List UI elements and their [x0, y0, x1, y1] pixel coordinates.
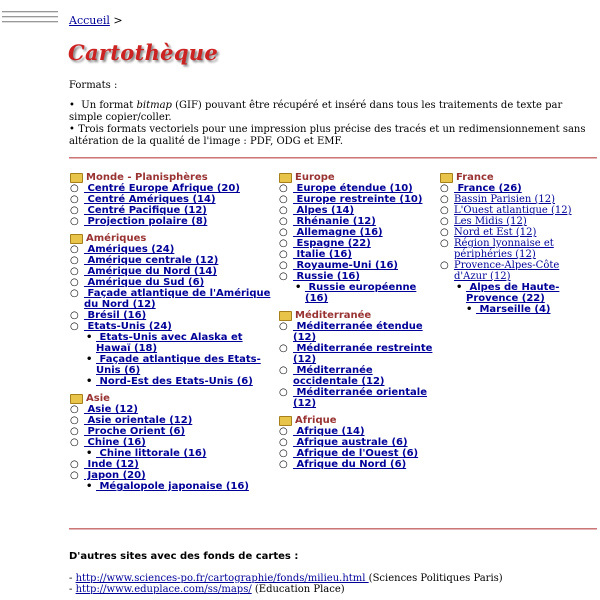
- map-link[interactable]: Projection polaire (8): [84, 216, 208, 227]
- bullet1-text-pre: Un format: [81, 100, 137, 111]
- map-link[interactable]: Méditerranée orientale (12): [293, 387, 428, 409]
- map-link[interactable]: Amérique du Nord (14): [84, 266, 217, 277]
- map-link[interactable]: Marseille (4): [476, 304, 551, 315]
- breadcrumb-separator: >: [113, 14, 123, 27]
- bullet1-text-post: (GIF) pouvant être récupéré et inséré dans tous les traitements de texte par simple copier/coller.: [69, 100, 563, 123]
- map-link[interactable]: France (26): [454, 183, 522, 194]
- map-link[interactable]: Centré Amériques (14): [84, 194, 216, 205]
- divider-top: [69, 157, 597, 159]
- map-link[interactable]: Bassin Parisien (12): [454, 194, 556, 205]
- folder-icon: [440, 173, 453, 183]
- site-name: (Education Place): [251, 584, 345, 595]
- folder-icon: [70, 173, 83, 183]
- map-link[interactable]: Royaume-Uni (16): [293, 260, 398, 271]
- site-name: (Sciences Politiques Paris): [368, 573, 503, 584]
- map-link[interactable]: Afrique du Nord (6): [293, 459, 407, 470]
- map-link[interactable]: Mégalopole japonaise (16): [96, 481, 249, 492]
- section-europe: Europe ○ Europe étendue (10) ○ Europe restreinte (10) ○ Alpes (14) ○ Rhénanie (12) ○ Allemagne (16) ○ Espagne (22) ○ Italie (16) ○ Royaume-Uni (16) ○ Russie (16) • Russie européenne (16): [279, 172, 435, 304]
- map-link[interactable]: Etats-Unis (24): [84, 321, 172, 332]
- map-link[interactable]: Nord et Est (12): [454, 227, 537, 238]
- map-link[interactable]: Centré Europe Afrique (20): [84, 183, 240, 194]
- folder-icon: [279, 311, 292, 321]
- map-link[interactable]: Japon (20): [84, 470, 146, 481]
- map-link[interactable]: Région lyonnaise et périphéries (12): [454, 238, 554, 260]
- folder-icon: [70, 234, 83, 244]
- map-link[interactable]: Amérique du Sud (6): [84, 277, 205, 288]
- map-link[interactable]: Centré Pacifique (12): [84, 205, 207, 216]
- intro-text: [69, 80, 594, 148]
- map-link[interactable]: Russie européenne (16): [305, 282, 417, 304]
- map-link[interactable]: Rhénanie (12): [293, 216, 376, 227]
- map-link[interactable]: Espagne (22): [293, 238, 371, 249]
- folder-icon: [279, 416, 292, 426]
- map-link[interactable]: Brésil (16): [84, 310, 147, 321]
- breadcrumb-home-link[interactable]: Accueil: [69, 14, 110, 27]
- map-link[interactable]: Inde (12): [84, 459, 139, 470]
- bullet1-emphasis: bitmap: [136, 100, 172, 111]
- map-link[interactable]: Etats-Unis avec Alaska et Hawaï (18): [96, 332, 243, 354]
- external-link[interactable]: http://www.eduplace.com/ss/maps/: [75, 584, 252, 595]
- map-link[interactable]: Façade atlantique de l'Amérique du Nord (12): [84, 288, 271, 310]
- section-title-mediterranee: Méditerranée: [279, 310, 435, 321]
- section-title-europe: Europe: [279, 172, 435, 183]
- other-sites-list: [69, 573, 503, 595]
- header-decoration: [2, 11, 58, 26]
- formats-label: Formats :: [69, 80, 118, 91]
- map-link[interactable]: Asie orientale (12): [84, 415, 193, 426]
- section-afrique: Afrique ○ Afrique (14) ○ Afrique australe (6) ○ Afrique de l'Ouest (6) ○ Afrique du Nord (6): [279, 415, 435, 470]
- bullet2-text: Trois formats vectoriels pour une impression plus précise des tracés et un redimensionnement sans altération de la qualité de l'image : PDF, ODG et EMF.: [69, 124, 586, 147]
- map-link[interactable]: Amériques (24): [84, 244, 175, 255]
- map-link[interactable]: Méditerranée occidentale (12): [293, 365, 385, 387]
- map-link[interactable]: Afrique australe (6): [293, 437, 408, 448]
- map-link[interactable]: Afrique (14): [293, 426, 365, 437]
- folder-icon: [279, 173, 292, 183]
- divider-bottom: [69, 528, 597, 530]
- map-link[interactable]: Les Midis (12): [454, 216, 527, 227]
- other-sites-heading: D'autres sites avec des fonds de cartes :: [69, 551, 299, 562]
- map-link[interactable]: Nord-Est des Etats-Unis (6): [96, 376, 253, 387]
- column-europe-med-africa: [279, 172, 435, 476]
- map-link[interactable]: Façade atlantique des Etats-Unis (6): [96, 354, 261, 376]
- map-link[interactable]: Asie (12): [84, 404, 138, 415]
- format-bitmap-item: • Un format bitmap (GIF) pouvant être récupéré et inséré dans tous les traitements de texte par simple copier/coller.: [69, 100, 563, 123]
- section-monde: Monde - Planisphères ○ Centré Europe Afrique (20) ○ Centré Amériques (14) ○ Centré Pacifique (12) ○ Projection polaire (8): [70, 172, 275, 227]
- map-link[interactable]: Provence-Alpes-Côte d'Azur (12): [454, 260, 560, 282]
- section-title-monde: Monde - Planisphères: [70, 172, 275, 183]
- other-site-item: - http://www.sciences-po.fr/cartographie/fonds/milieu.html (Sciences Politiques Paris): [69, 573, 503, 584]
- section-title-afrique: Afrique: [279, 415, 435, 426]
- map-link[interactable]: Alpes (14): [293, 205, 355, 216]
- section-ameriques: Amériques ○ Amériques (24) ○ Amérique centrale (12) ○ Amérique du Nord (14) ○ Amérique du Sud (6) ○ Façade atlantique de l'Amérique du Nord (12) ○ Brésil (16) ○ Etats-Unis (24) • Etats-Unis avec Alaska et Hawaï (18) • Façade atlantique des Etats-Unis (6) • Nord-Est des Etats-Unis (6): [70, 233, 275, 387]
- section-france: France ○ France (26) ○ Bassin Parisien (12) ○ L'Ouest atlantique (12) ○ Les Midis (12) ○ Nord et Est (12) ○ Région lyonnaise et périphéries (12) ○ Provence-Alpes-Côte d'Azur (12) • Alpes de Haute-Provence (22) • Marseille (4): [440, 172, 580, 315]
- map-link[interactable]: Proche Orient (6): [84, 426, 186, 437]
- map-link[interactable]: Allemagne (16): [293, 227, 383, 238]
- folder-icon: [70, 394, 83, 404]
- map-link[interactable]: Europe étendue (10): [293, 183, 413, 194]
- map-link[interactable]: Méditerranée restreinte (12): [293, 343, 433, 365]
- column-world-americas-asia: [70, 172, 275, 498]
- breadcrumb: [69, 14, 123, 27]
- map-link[interactable]: Russie (16): [293, 271, 360, 282]
- map-link[interactable]: L'Ouest atlantique (12): [454, 205, 572, 216]
- map-link[interactable]: Méditerranée étendue (12): [293, 321, 423, 343]
- map-link[interactable]: Alpes de Haute-Provence (22): [466, 282, 560, 304]
- other-site-item: - http://www.eduplace.com/ss/maps/ (Education Place): [69, 584, 345, 595]
- format-vector-item: • Trois formats vectoriels pour une impression plus précise des tracés et un redimensionnement sans altération de la qualité de l'image : PDF, ODG et EMF.: [69, 124, 586, 147]
- external-link[interactable]: http://www.sciences-po.fr/cartographie/fonds/milieu.html: [75, 573, 369, 584]
- section-title-asie: Asie: [70, 393, 275, 404]
- map-link[interactable]: Afrique de l'Ouest (6): [293, 448, 419, 459]
- map-link[interactable]: Italie (16): [293, 249, 352, 260]
- column-france: [440, 172, 580, 321]
- map-link[interactable]: Chine littorale (16): [96, 448, 207, 459]
- page-title: Cartothèque: [68, 40, 219, 65]
- map-link[interactable]: Europe restreinte (10): [293, 194, 423, 205]
- section-title-ameriques: Amériques: [70, 233, 275, 244]
- section-mediterranee: Méditerranée ○ Méditerranée étendue (12) ○ Méditerranée restreinte (12) ○ Méditerranée occidentale (12) ○ Méditerranée orientale (12): [279, 310, 435, 409]
- section-title-france: France: [440, 172, 580, 183]
- section-asie: Asie ○ Asie (12) ○ Asie orientale (12) ○ Proche Orient (6) ○ Chine (16) • Chine littorale (16) ○ Inde (12) ○ Japon (20) • Mégalopole japonaise (16): [70, 393, 275, 492]
- map-link[interactable]: Chine (16): [84, 437, 146, 448]
- map-link[interactable]: Amérique centrale (12): [84, 255, 219, 266]
